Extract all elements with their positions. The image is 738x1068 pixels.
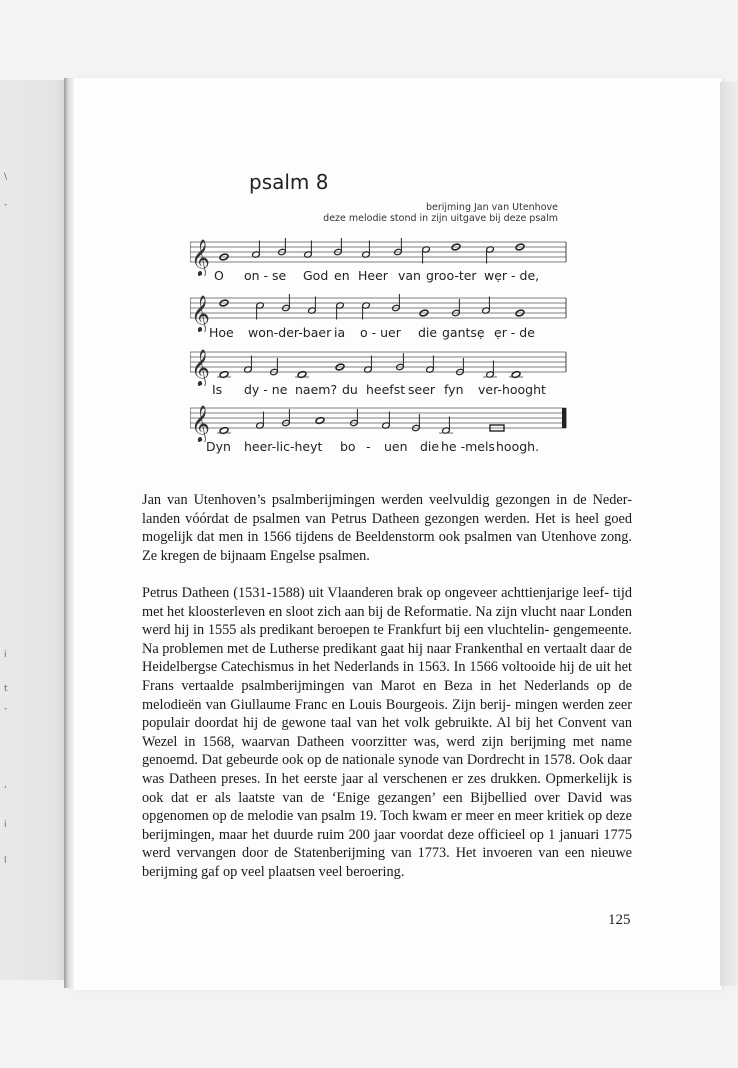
lyric-syllable: ver-hooght (478, 382, 546, 397)
text-line: zijn berijming met name genoemd. Dat gebeurde ook op de nationale synode van (142, 733, 632, 769)
text-line: en vertaalt daar de Heidelbergse Catechismus in het Nederlands in 1563. In 1566 (142, 640, 632, 676)
lyric-syllable: bo (340, 439, 356, 454)
treble-clef-icon: 𝄞 (191, 294, 210, 332)
text-line: meer en meer kritiek op deze berijmingen, maar het duurde ruim 200 jaar voordat (142, 808, 632, 843)
paragraph-utenhove (142, 491, 632, 565)
music-staff-4 (190, 402, 570, 442)
lyric-syllable: die (418, 325, 438, 340)
lyric-syllable: naem? (295, 382, 338, 397)
text-line: mingen werden zeer populair doordat hij de gewone taal van het volk gebruikte. (142, 696, 633, 732)
lyric-syllable: groo-ter (426, 268, 477, 283)
lyric-syllable: heer-lic-heyt (244, 439, 323, 454)
lyric-syllable: on - se (244, 268, 287, 283)
lyric-syllable: Hoe (209, 325, 234, 340)
book-gutter (64, 78, 74, 988)
text-line: er zes drukken. Opmerkelijk is ook dat er als laatste van de ‘Enige gezangen’ een (142, 770, 632, 806)
staff-4-notation (190, 402, 570, 442)
lyric-syllable: wẹr - de, (484, 268, 540, 283)
lyric-syllable: hoogh. (496, 439, 540, 454)
left-page-fragment: \ (4, 172, 8, 182)
text-line: Jan van Utenhoven’s psalmberijmingen werden veelvuldig gezongen in de Neder- (142, 492, 632, 508)
lyric-syllable: gantsẹ (442, 325, 485, 340)
lyric-syllable: Is (212, 382, 223, 397)
treble-clef-icon: 𝄞 (191, 348, 210, 386)
text-line: tijd met het kloosterleven en sloot zich aan bij de Reformatie. Na zijn vlucht naar (142, 585, 632, 620)
lyric-syllable: o - uer (360, 325, 401, 340)
treble-clef-icon: 𝄞 (191, 404, 210, 442)
lyric-syllable: he -mels (441, 439, 495, 454)
paragraph-datheen (142, 584, 632, 882)
text-line: Londen werd hij in 1555 als predikant beroepen te Frankfurt bij een vluchtelin- (142, 603, 632, 639)
lyric-syllable: Heer (358, 268, 388, 283)
lyric-syllable: - (366, 439, 371, 454)
staff-3-notation (190, 346, 570, 386)
music-staff-3 (190, 346, 570, 386)
left-page-fragment: t (4, 684, 8, 694)
left-page-fragment: , (4, 780, 7, 790)
lyric-syllable: God (303, 268, 329, 283)
left-page-fragment: l (4, 856, 7, 866)
credit-line-source: deze melodie stond in zijn uitgave bij deze psalm (323, 213, 558, 224)
page-stack-edge (720, 82, 738, 986)
left-page-fragment: - (4, 704, 8, 714)
lyric-syllable: won-der-baer (248, 325, 332, 340)
left-page-fragment: i (4, 820, 7, 830)
lyric-syllable: uen (384, 439, 408, 454)
lyric-syllable: du (342, 382, 358, 397)
final-barline (562, 408, 566, 428)
left-page-edge (0, 80, 70, 980)
page-number: 125 (608, 912, 631, 928)
text-line: Dordrecht in 1578. Ook daar was Datheen preses. In het eerste jaar al verschenen (142, 752, 632, 787)
lyric-syllable: dy - ne (244, 382, 288, 397)
lyric-syllable: ia (334, 325, 346, 340)
text-line: Al bij het Convent van Wezel in 1568, waarvan Datheen voorzitter was, werd (142, 715, 632, 750)
text-line: landen vóórdat de psalmen van Petrus Datheen gezongen werden. Het is heel goed (142, 510, 632, 527)
text-line: gengemeente. Na problemen met de Lutherse predikant gaat hij naar Frankenthal (142, 622, 632, 657)
text-line: zong. Ze kregen de bijnaam Engelse psalmen. (142, 529, 632, 564)
text-line: Petrus Datheen (1531-1588) uit Vlaanderen brak op ongeveer achttienjarige leef- (142, 585, 609, 601)
lyric-syllable: en (334, 268, 350, 283)
text-line: deze officieel op 1 januari 1775 werd vervangen door de Statenberijming van 1773. (142, 826, 633, 862)
treble-clef-icon: 𝄞 (191, 238, 210, 276)
left-page-fragment: i (4, 650, 7, 660)
text-line: voltooide hij de uit het Frans vertaalde psalmberijmingen van Marot en Beza in het (142, 659, 632, 694)
lyric-syllable: van (398, 268, 421, 283)
text-line: mogelijk dat men in 1566 tijdens de Beeldenstorm ook psalmen van Utenhove (142, 529, 597, 546)
lyric-syllable: die (420, 439, 440, 454)
left-page-fragment: - (4, 200, 8, 210)
text-line: Bijbellied over David was opgenomen op de melodie van psalm 19. Toch kwam er (142, 789, 632, 825)
text-line: Het invoeren van een nieuwe berijming gaf op veel plaatsen veel beroering. (142, 845, 633, 880)
psalm-title: psalm 8 (249, 170, 329, 194)
lyric-syllable: heefst (366, 382, 406, 397)
text-line: Nederlands op de melodieën van Giullaume Franc en Louis Bourgeois. Zijn berij- (142, 677, 633, 713)
lyric-syllable: seer (408, 382, 436, 397)
credit-line-author: berijming Jan van Utenhove (425, 202, 558, 213)
lyric-syllable: fyn (444, 382, 464, 397)
lyric-syllable: O (214, 268, 224, 283)
lyric-syllable: ẹr - de (494, 325, 535, 340)
lyric-syllable: Dyn (206, 439, 231, 454)
